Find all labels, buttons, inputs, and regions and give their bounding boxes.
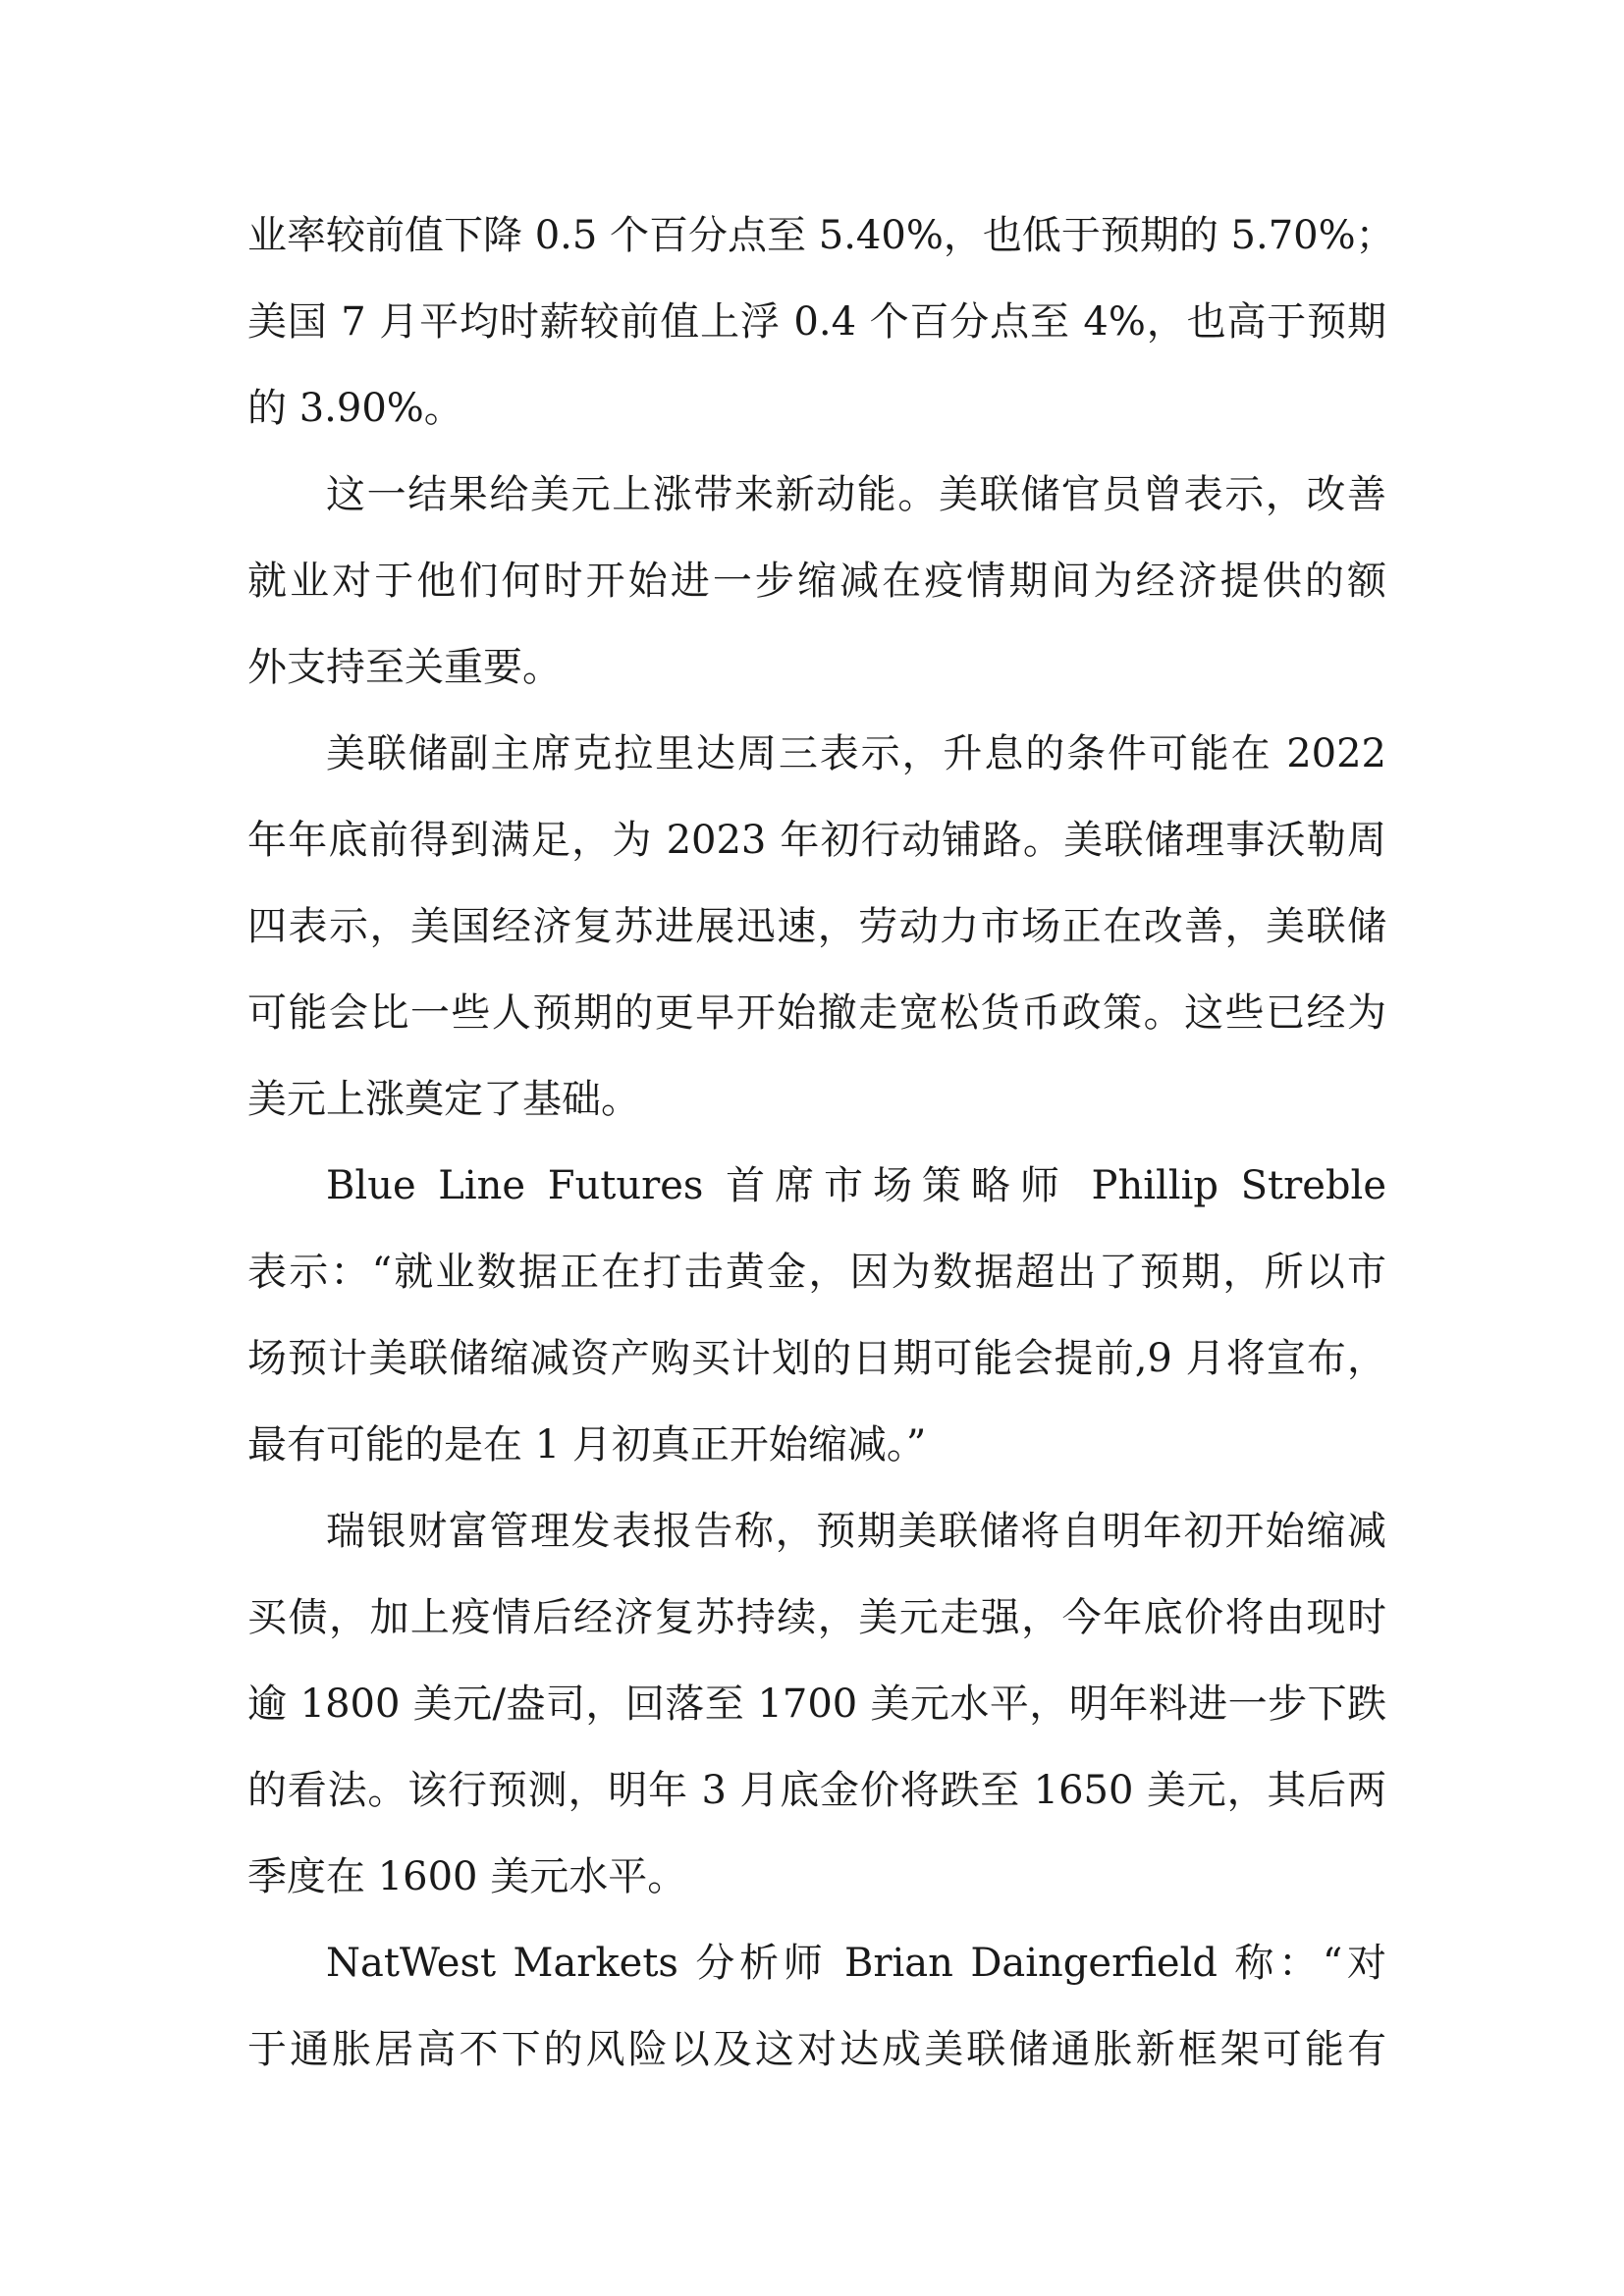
paragraph <box>247 1488 1386 1920</box>
text-line: 的 3.90%。 <box>247 386 463 431</box>
paragraph <box>247 452 1386 711</box>
text-line: NatWest Markets 分析师 Brian Daingerfield 称：“对 <box>326 1941 1386 1986</box>
paragraph <box>247 711 1386 1143</box>
text-line: 外支持至关重要。 <box>247 645 562 690</box>
text-line: 表示：“就业数据正在打击黄金，因为数据超出了预期，所以市 <box>247 1250 1386 1295</box>
text-line: 瑞银财富管理发表报告称，预期美联储将自明年初开始缩减 <box>326 1509 1386 1554</box>
text-line: 买债，加上疫情后经济复苏持续，美元走强，今年底价将由现时 <box>247 1595 1386 1640</box>
text-line: 最有可能的是在 1 月初真正开始缩减。” <box>247 1422 927 1468</box>
text-line: 美元上涨奠定了基础。 <box>247 1077 640 1122</box>
text-line: Blue Line Futures 首席市场策略师 Phillip Streble <box>326 1163 1386 1208</box>
text-line: 四表示，美国经济复苏进展迅速，劳动力市场正在改善，美联储 <box>247 904 1386 949</box>
paragraph <box>247 192 1395 452</box>
text-line: 于通胀居高不下的风险以及这对达成美联储通胀新框架可能有 <box>247 2027 1386 2072</box>
text-line: 就业对于他们何时开始进一步缩减在疫情期间为经济提供的额 <box>247 559 1386 604</box>
text-line: 季度在 1600 美元水平。 <box>247 1854 687 1899</box>
text-line: 美国 7 月平均时薪较前值上浮 0.4 个百分点至 4%，也高于预期 <box>247 299 1386 345</box>
text-line: 业率较前值下降 0.5 个百分点至 5.40%，也低于预期的 5.70%； <box>247 213 1395 258</box>
body-text <box>247 192 1395 2093</box>
text-line: 场预计美联储缩减资产购买计划的日期可能会提前,9 月将宣布， <box>247 1336 1386 1381</box>
text-line: 这一结果给美元上涨带来新动能。美联储官员曾表示，改善 <box>326 472 1386 517</box>
text-line: 逾 1800 美元/盎司，回落至 1700 美元水平，明年料进一步下跌 <box>247 1682 1386 1727</box>
paragraph <box>247 1920 1386 2093</box>
text-line: 美联储副主席克拉里达周三表示，升息的条件可能在 2022 <box>326 731 1386 776</box>
text-line: 的看法。该行预测，明年 3 月底金价将跌至 1650 美元，其后两 <box>247 1768 1386 1813</box>
text-line: 年年底前得到满足，为 2023 年初行动铺路。美联储理事沃勒周 <box>247 818 1386 863</box>
text-line: 可能会比一些人预期的更早开始撤走宽松货币政策。这些已经为 <box>247 990 1386 1036</box>
paragraph <box>247 1143 1386 1488</box>
